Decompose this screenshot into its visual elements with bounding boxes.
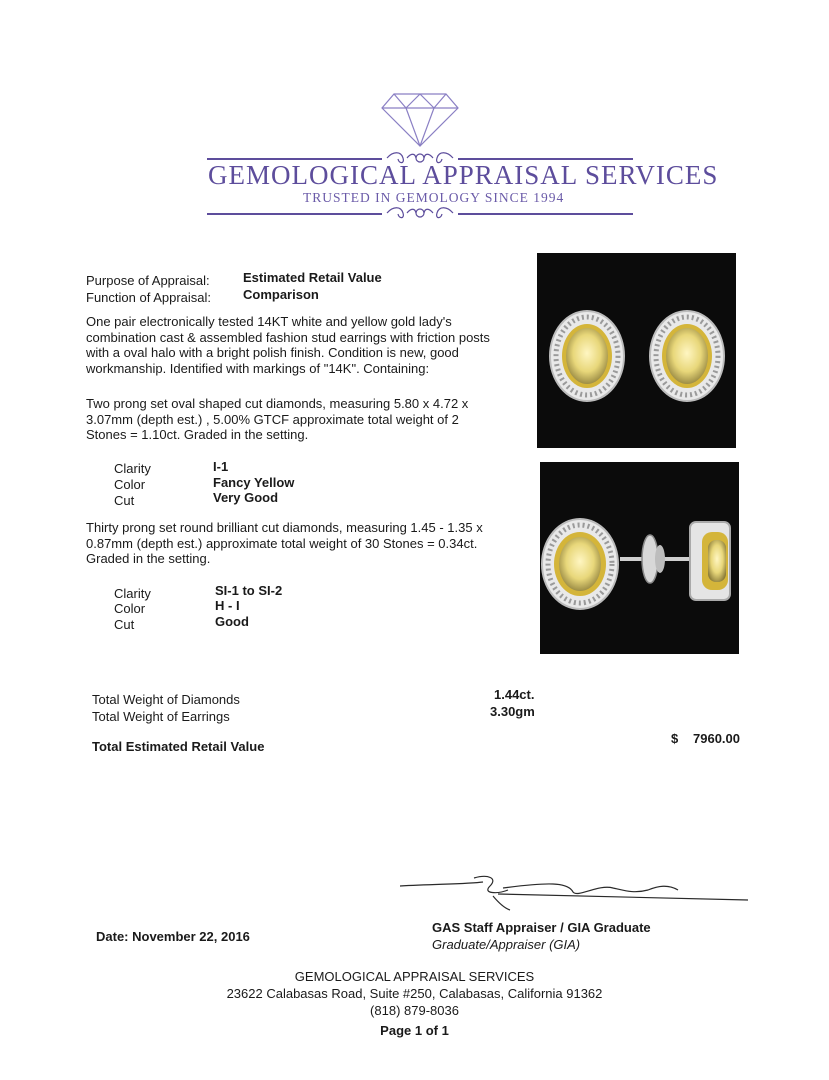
- purpose-value: Estimated Retail Value: [243, 270, 382, 285]
- appraiser-title: Graduate/Appraiser (GIA): [432, 937, 581, 952]
- function-value: Comparison: [243, 287, 319, 302]
- grade-label: Color: [114, 477, 146, 492]
- grade-value: Good: [215, 614, 249, 629]
- grade-label: Clarity: [114, 586, 151, 601]
- footer-company: GEMOLOGICAL APPRAISAL SERVICES: [294, 969, 535, 984]
- ornament-icon: [385, 205, 455, 221]
- total-earrings-label: Total Weight of Earrings: [92, 709, 230, 724]
- grade-value: H - I: [215, 598, 240, 613]
- diamond-icon: [380, 92, 460, 148]
- signature: [398, 872, 758, 912]
- grade-label: Cut: [114, 493, 135, 508]
- grade-label: Clarity: [114, 461, 151, 476]
- company-tagline: TRUSTED IN GEMOLOGY SINCE 1994: [303, 190, 565, 205]
- grade-value: I-1: [213, 459, 229, 474]
- center-stone-description: Two prong set oval shaped cut diamonds, measuring 5.80 x 4.72 x 3.07mm (depth est.) , 5.00% GTCF approximate total weight of 2 Stones = 1.10ct. Graded in the setting.: [86, 396, 469, 442]
- grade-value: Very Good: [213, 490, 279, 505]
- appraisal-date: Date: November 22, 2016: [96, 929, 250, 944]
- earring-right: [650, 311, 724, 401]
- earring-front-view: [542, 519, 618, 609]
- halo-stone-description: Thirty prong set round brilliant cut diamonds, measuring 1.45 - 1.35 x 0.87mm (depth est.) approximate total weight of 30 Stones = 0.34ct. Graded in the setting.: [86, 520, 483, 566]
- function-label: Function of Appraisal:: [86, 290, 212, 305]
- purpose-label: Purpose of Appraisal:: [86, 273, 210, 288]
- earring-side-view: [620, 522, 730, 600]
- footer-address: 23622 Calabasas Road, Suite #250, Calabasas, California 91362: [226, 986, 603, 1001]
- total-retail-label: Total Estimated Retail Value: [92, 739, 265, 754]
- logo-bottom-rule: [207, 213, 382, 215]
- total-diamonds-value: 1.44ct.: [494, 687, 535, 702]
- logo: [205, 92, 719, 227]
- total-diamonds-label: Total Weight of Diamonds: [92, 692, 240, 707]
- retail-value: 7960.00: [693, 731, 740, 746]
- grade-label: Color: [114, 601, 146, 616]
- grade-value: Fancy Yellow: [213, 475, 295, 490]
- item-description: One pair electronically tested 14KT white and yellow gold lady's combination cast & assembled fashion stud earrings with friction posts with a oval halo with a bright polish finish. Condition is new, good workmanship. Identified with markings of "14K". Containing:: [86, 314, 490, 376]
- total-earrings-value: 3.30gm: [490, 704, 535, 719]
- footer-phone: (818) 879-8036: [370, 1003, 459, 1018]
- company-name: GEMOLOGICAL APPRAISAL SERVICES: [208, 160, 719, 190]
- grade-label: Cut: [114, 617, 135, 632]
- earrings-front-photo: [537, 253, 736, 448]
- earring-left: [550, 311, 624, 401]
- earrings-side-photo: [540, 462, 739, 654]
- retail-currency: $: [671, 731, 679, 746]
- page-number: Page 1 of 1: [380, 1023, 449, 1038]
- grade-value: SI-1 to SI-2: [215, 583, 283, 598]
- logo-bottom-rule-right: [458, 213, 633, 215]
- appraiser-name: GAS Staff Appraiser / GIA Graduate: [432, 920, 651, 935]
